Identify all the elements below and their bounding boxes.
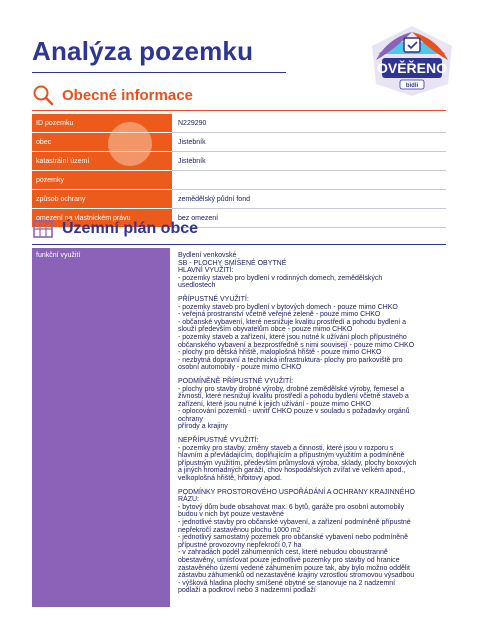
info-row-label: omezení na vlastnickém právu — [32, 209, 172, 228]
badge-sub-label: bidli — [405, 83, 419, 89]
zoning-plan-table — [32, 248, 446, 607]
watermark-shape — [108, 122, 152, 166]
plan-line: zástavbu záhumenků od nezastavěné krajiny vzrostlou stromovou výsadbou — [178, 572, 415, 580]
plan-line: - v zahradách podél záhumenních cest, které nebudou oboustranně — [178, 549, 388, 557]
plan-line: budou v nich byt pouze vestavěné — [178, 511, 284, 519]
info-row-value: Jistebník — [172, 152, 446, 171]
plan-line: HLAVNÍ VYUŽITÍ: — [178, 267, 234, 275]
search-icon — [32, 84, 54, 106]
plan-line: Bydlení venkovské — [178, 252, 237, 259]
house-icon — [404, 38, 420, 52]
general-info-heading — [32, 84, 193, 106]
plan-line: ochrany — [178, 415, 203, 423]
plan-line: hlavním a převládajícím, doplňujícím a přípustným využitím a podmíněně — [178, 452, 405, 460]
info-row-label: způsob ochrany — [32, 190, 172, 209]
plan-line: PŘÍPUSTNÉ VYUŽITÍ: — [178, 295, 249, 303]
plan-line: - výšková hladina plochy smíšené obytné se stanovuje na 2 nadzemní — [178, 579, 396, 587]
map-icon — [32, 218, 54, 240]
info-row-label: pozemky — [32, 171, 172, 190]
info-row-value — [172, 171, 446, 190]
functional-use-text — [170, 248, 446, 607]
info-row-value: Jistebník — [172, 133, 446, 152]
section-divider — [32, 244, 446, 245]
zoning-plan-title: Územní plán obce — [62, 220, 199, 237]
plan-line: - jednotlivý samostatný pozemek pro občanské vybavení nebo podmíněně — [178, 534, 408, 542]
plan-line: - oplocování pozemků - uvnitř CHKO pouze v souladu s požadavky orgánů — [178, 408, 410, 416]
info-row-label: katastrální území — [32, 152, 172, 171]
verified-badge — [368, 24, 456, 98]
title-underline — [32, 72, 286, 73]
plan-line: - nezbytná dopravní a technická infrastruktura- plochy pro parkoviště pro — [178, 356, 403, 364]
plan-line: slouží především obyvatelům obce - pouze mimo CHKO — [178, 326, 353, 334]
plan-line: - pozemky staveb pro bydlení v bytových domech - pouze mimo CHKO — [178, 303, 398, 311]
plan-paragraph — [178, 378, 438, 431]
plan-line: - bytový dům bude obsahovat max. 6 bytů, garáže pro osobní automobily — [178, 503, 405, 511]
plan-line: živností, které nesnižují kvalitu prostředí a pohodu bydlení včetně staveb a — [178, 393, 409, 401]
plan-line: PODMÍNKY PROSTOROVÉHO USPOŘÁDÁNÍ A OCHRANY KRAJINNÉHO — [178, 488, 415, 496]
plan-line: SB - PLOCHY SMÍŠENÉ OBYTNÉ — [178, 259, 287, 267]
info-row-value: zemědělský půdní fond — [172, 190, 446, 209]
info-row-value: bez omezení — [172, 209, 446, 228]
plan-paragraph — [178, 296, 438, 372]
section-divider — [32, 110, 446, 111]
info-row — [32, 190, 446, 209]
plan-line: - pozemky staveb a zařízení, které jsou nutné k užívání ploch přípustného — [178, 333, 407, 341]
plan-line: RÁZU: — [178, 496, 199, 504]
general-info-title: Obecné informace — [62, 86, 193, 104]
plan-line: osobní automobily - pouze mimo CHKO — [178, 364, 302, 372]
plan-line: - jednotlivé stavby pro občanské vybavení, a zařízení podmíněně přípustné — [178, 519, 411, 526]
plan-line: - plochy pro dětská hřiště, maloplošná hřiště - pouze mimo CHKO — [178, 349, 382, 357]
plan-line: zařízení, které jsou nutné k jejich užívání - pouze mimo CHKO — [178, 400, 371, 408]
plan-line: obestavěny, umísťovat pouze jednotlivé pozemky pro stavby od hranice — [178, 556, 400, 564]
info-row-value: N229290 — [172, 114, 446, 133]
info-row — [32, 171, 446, 190]
plan-line: - občanské vybavení, které nesnižuje kvalitu prostředí a pohodu bydlení a — [178, 318, 407, 326]
plan-line: zastavěného území vedené záhumením pouze tak, aby bylo možno oddělit — [178, 564, 410, 572]
plan-line: - veřejná prostranství včetně veřejné zeleně - pouze mimo CHKO — [178, 311, 381, 319]
plan-line: přípustným využitím, především průmyslová výroba, sklady, plochy boxových — [178, 459, 417, 467]
plan-line: občanského vybavení a bezprostředně s nimi souvisejí - pouze mimo CHKO — [178, 341, 415, 349]
plan-line: podlaží a podkroví nebo 3 nadzemní podlaží — [178, 587, 316, 595]
plan-line: velkoplošná hřiště, hřbitovy apod. — [178, 475, 282, 483]
plan-line: a jiných hromadných garáží, chov hospodářských zvířat ve velkém apod., — [178, 467, 406, 475]
badge-label: OVĚŘENO — [376, 60, 448, 76]
plan-paragraph — [178, 437, 438, 483]
plan-line: PODMÍNĚNĚ PŘÍPUSTNÉ VYUŽITÍ: — [178, 377, 294, 385]
page-title: Analýza pozemku — [32, 36, 254, 66]
plan-line: usedlostech — [178, 282, 216, 290]
plan-line: NEPŘÍPUSTNÉ VYUŽITÍ: — [178, 437, 259, 445]
plan-paragraph — [178, 252, 438, 290]
info-row — [32, 152, 446, 171]
zoning-plan-heading — [32, 218, 198, 240]
general-info-table — [32, 114, 446, 228]
info-row-label: obec — [32, 133, 172, 152]
info-row — [32, 133, 446, 152]
plan-line: - pozemky pro stavby, změny staveb a činnosti, které jsou v rozporu s — [178, 444, 394, 452]
info-row — [32, 114, 446, 133]
plan-line: přírody a krajiny — [178, 423, 228, 431]
plan-line: - plochy pro stavby drobné výroby, drobné zemědělské výroby, řemesel a — [178, 385, 405, 393]
plan-paragraph — [178, 489, 438, 595]
plan-line: nepřekročí zastavěnou plochu 1000 m2 — [178, 526, 301, 534]
functional-use-label: funkční využití — [32, 248, 170, 607]
plan-line: - pozemky staveb pro bydlení v rodinných domech, zemědělských — [178, 274, 383, 282]
plan-line: přípustné provozovny nepřekročí 0,7 ha — [178, 541, 302, 549]
info-row-label: ID pozemku — [32, 114, 172, 133]
